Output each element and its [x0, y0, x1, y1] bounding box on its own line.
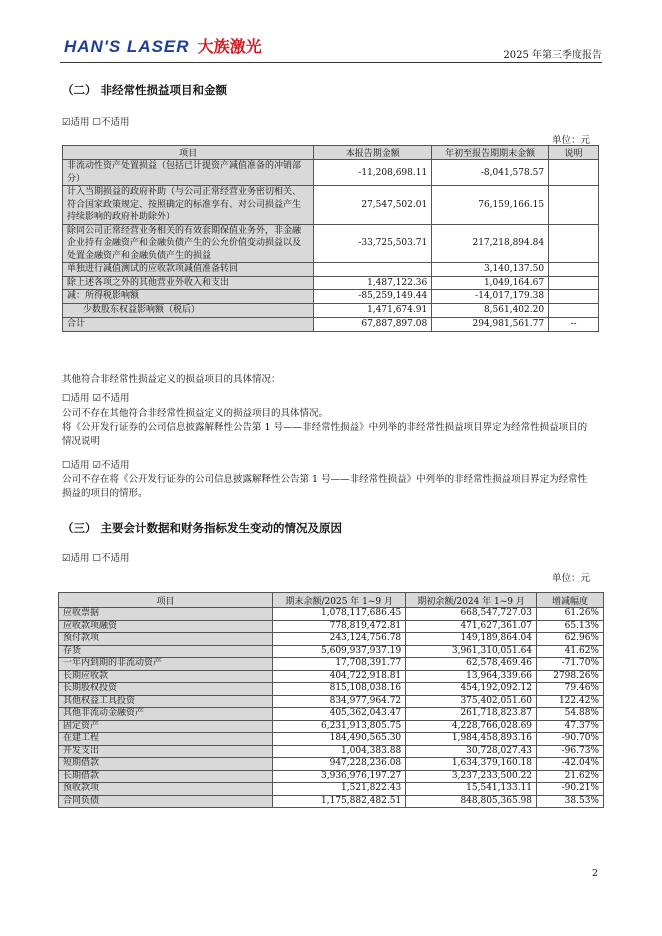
row-item: 除同公司正常经营业务相关的有效套期保值业务外，非金融企业持有金融资产和金融负债产生的公允价值变动损益以及处置金融资产和金融负债产生的损益 — [63, 224, 314, 263]
row-change: -90.21% — [537, 783, 604, 796]
row-change: -90.70% — [537, 733, 604, 746]
row-change: 41.62% — [537, 645, 604, 658]
row-current: 67,887,897.08 — [314, 317, 432, 331]
table-row — [59, 795, 604, 808]
row-begin: 1,634,379,160.18 — [406, 758, 537, 771]
col-header-ytd: 年初至报告期期末金额 — [432, 146, 549, 160]
row-begin: 62,578,469.46 — [406, 658, 537, 671]
row-item: 开发支出 — [59, 745, 273, 758]
table-row — [59, 658, 604, 671]
row-item: 固定资产 — [59, 720, 273, 733]
non-recurring-table — [62, 145, 599, 332]
row-end: 405,362,043.47 — [273, 708, 406, 721]
table-row — [59, 645, 604, 658]
col-header-change: 增减幅度 — [537, 593, 604, 608]
row-begin: 3,237,233,500.22 — [406, 770, 537, 783]
col-header-note: 说明 — [549, 146, 599, 160]
other-items-applicable: ☐适用 ☑不适用 — [62, 393, 130, 404]
row-begin: 149,189,864.04 — [406, 633, 537, 646]
table-row — [63, 290, 599, 304]
other-items-text: 其他符合非经常性损益定义的损益项目的具体情况： — [62, 374, 281, 385]
row-current: -33,725,503.71 — [314, 224, 432, 263]
row-ytd: -8,041,578.57 — [432, 160, 549, 186]
col-header-begin: 期初余额/2024 年 1~9 月 — [406, 593, 537, 608]
row-item: 少数股东权益影响额（税后） — [63, 303, 314, 317]
report-title: 2025 年第三季度报告 — [503, 50, 602, 61]
row-end: 1,004,383.88 — [273, 745, 406, 758]
row-item: 计入当期损益的政府补助（与公司正常经营业务密切相关、符合国家政策规定、按照确定的标准享有、对公司损益产生持续影响的政府补助除外） — [63, 186, 314, 225]
row-note — [549, 160, 599, 186]
row-end: 3,936,976,197.27 — [273, 770, 406, 783]
financial-changes-table — [58, 592, 604, 808]
row-ytd: 8,561,402.20 — [432, 303, 549, 317]
table-row — [63, 276, 599, 290]
row-item: 单独进行减值测试的应收款项减值准备转回 — [63, 263, 314, 277]
table-row — [59, 733, 604, 746]
row-item: 长期借款 — [59, 770, 273, 783]
row-item: 应收款项融资 — [59, 620, 273, 633]
row-begin: 668,547,727.03 — [406, 608, 537, 621]
table-row — [59, 708, 604, 721]
row-item: 减：所得税影响额 — [63, 290, 314, 304]
row-begin: 13,964,339.66 — [406, 670, 537, 683]
row-begin: 30,728,027.43 — [406, 745, 537, 758]
row-end: 834,977,964.72 — [273, 695, 406, 708]
row-ytd: 294,981,561.77 — [432, 317, 549, 331]
table-row — [63, 303, 599, 317]
row-item: 长期股权投资 — [59, 683, 273, 696]
section2-unit: 单位：元 — [551, 135, 590, 146]
row-item: 除上述各项之外的其他营业外收入和支出 — [63, 276, 314, 290]
row-change: -71.70% — [537, 658, 604, 671]
row-end: 404,722,918.81 — [273, 670, 406, 683]
row-begin: 848,805,365.98 — [406, 795, 537, 808]
row-ytd: -14,017,179.38 — [432, 290, 549, 304]
row-item: 非流动性资产处置损益（包括已计提资产减值准备的冲销部分） — [63, 160, 314, 186]
row-note — [549, 186, 599, 225]
table-row — [63, 160, 599, 186]
row-item: 其他权益工具投资 — [59, 695, 273, 708]
row-change: 54.88% — [537, 708, 604, 721]
table-row — [63, 263, 599, 277]
row-item: 短期借款 — [59, 758, 273, 771]
reclass-paragraph: 将《公开发行证券的公司信息披露解释性公告第 1 号——非经常性损益》中列举的非经常性损益项目界定为经常性损益项目的情况说明 — [62, 422, 588, 447]
row-begin: 471,627,361.07 — [406, 620, 537, 633]
row-note — [549, 290, 599, 304]
row-change: 122.42% — [537, 695, 604, 708]
row-ytd: 3,140,137.50 — [432, 263, 549, 277]
row-change: 65.13% — [537, 620, 604, 633]
row-item: 在建工程 — [59, 733, 273, 746]
row-end: 778,819,472.81 — [273, 620, 406, 633]
logo-text: HAN'S LASER — [64, 37, 190, 56]
row-begin: 375,402,051.60 — [406, 695, 537, 708]
row-current — [314, 263, 432, 277]
row-item: 应收票据 — [59, 608, 273, 621]
table-row — [63, 317, 599, 331]
table-row — [59, 783, 604, 796]
table-row — [63, 186, 599, 225]
row-item: 合同负债 — [59, 795, 273, 808]
row-begin: 3,961,310,051.64 — [406, 645, 537, 658]
row-end: 5,609,937,937.19 — [273, 645, 406, 658]
table-row — [59, 758, 604, 771]
reclass-applicable: ☐适用 ☑不适用 — [62, 460, 130, 471]
table-row — [59, 670, 604, 683]
row-end: 1,521,822.43 — [273, 783, 406, 796]
row-end: 184,490,565.30 — [273, 733, 406, 746]
section3-applicable: ☑适用 ☐不适用 — [62, 553, 130, 564]
table-row — [63, 224, 599, 263]
row-change: 79.46% — [537, 683, 604, 696]
row-change: -42.04% — [537, 758, 604, 771]
row-begin: 1,984,458,893.16 — [406, 733, 537, 746]
table-row — [59, 608, 604, 621]
col-header-item: 项目 — [63, 146, 314, 160]
col-header-item: 项目 — [59, 593, 273, 608]
table-row — [59, 620, 604, 633]
table-row — [59, 770, 604, 783]
reclass-paragraph-2: 公司不存在将《公开发行证券的公司信息披露解释性公告第 1 号——非经常性损益》中列举的非经常性损益项目界定为经常性损益的项目的情形。 — [62, 474, 588, 499]
row-current: 27,547,502.01 — [314, 186, 432, 225]
row-begin: 15,541,133.11 — [406, 783, 537, 796]
row-item: 其他非流动金融资产 — [59, 708, 273, 721]
row-change: -96.73% — [537, 745, 604, 758]
row-item: 预付款项 — [59, 633, 273, 646]
section3-unit: 单位：元 — [551, 573, 590, 584]
row-note — [549, 276, 599, 290]
row-item: 一年内到期的非流动资产 — [59, 658, 273, 671]
row-end: 815,108,038.16 — [273, 683, 406, 696]
row-change: 61.26% — [537, 608, 604, 621]
col-header-end: 期末余额/2025 年 1~9 月 — [273, 593, 406, 608]
row-ytd: 1,049,164.67 — [432, 276, 549, 290]
row-begin: 261,718,823.87 — [406, 708, 537, 721]
table-row — [59, 695, 604, 708]
row-end: 1,078,117,686.45 — [273, 608, 406, 621]
row-change: 38.53% — [537, 795, 604, 808]
section3-title: （三） 主要会计数据和财务指标发生变动的情况及原因 — [62, 521, 343, 535]
table-row — [59, 633, 604, 646]
logo-cn: 大族激光 — [197, 39, 262, 56]
col-header-current: 本报告期金额 — [314, 146, 432, 160]
page-number: 2 — [591, 868, 598, 879]
row-end: 6,231,913,805.75 — [273, 720, 406, 733]
row-end: 17,708,391.77 — [273, 658, 406, 671]
table-row — [59, 683, 604, 696]
section2-title: （二） 非经常性损益项目和金额 — [62, 83, 228, 97]
row-change: 62.96% — [537, 633, 604, 646]
row-note — [549, 303, 599, 317]
row-note — [549, 263, 599, 277]
row-begin: 4,228,766,028.69 — [406, 720, 537, 733]
row-change: 2798.26% — [537, 670, 604, 683]
row-end: 1,175,882,482.51 — [273, 795, 406, 808]
row-note — [549, 224, 599, 263]
row-ytd: 217,218,894.84 — [432, 224, 549, 263]
row-item: 预收款项 — [59, 783, 273, 796]
row-item: 合计 — [63, 317, 314, 331]
row-current: 1,471,674.91 — [314, 303, 432, 317]
row-begin: 454,192,092.12 — [406, 683, 537, 696]
row-note: -- — [549, 317, 599, 331]
row-ytd: 76,159,166.15 — [432, 186, 549, 225]
table-row — [59, 745, 604, 758]
row-end: 947,228,236.08 — [273, 758, 406, 771]
row-item: 长期应收款 — [59, 670, 273, 683]
row-current: -11,208,698.11 — [314, 160, 432, 186]
company-logo — [64, 34, 262, 57]
section2-applicable: ☑适用 ☐不适用 — [62, 117, 130, 128]
row-current: -85,259,149.44 — [314, 290, 432, 304]
row-current: 1,487,122.36 — [314, 276, 432, 290]
other-items-paragraph: 公司不存在其他符合非经常性损益定义的损益项目的具体情况。 — [62, 408, 329, 419]
row-end: 243,124,756.78 — [273, 633, 406, 646]
table-row — [59, 720, 604, 733]
row-item: 存货 — [59, 645, 273, 658]
row-change: 47.37% — [537, 720, 604, 733]
page-header — [60, 37, 602, 63]
row-change: 21.62% — [537, 770, 604, 783]
